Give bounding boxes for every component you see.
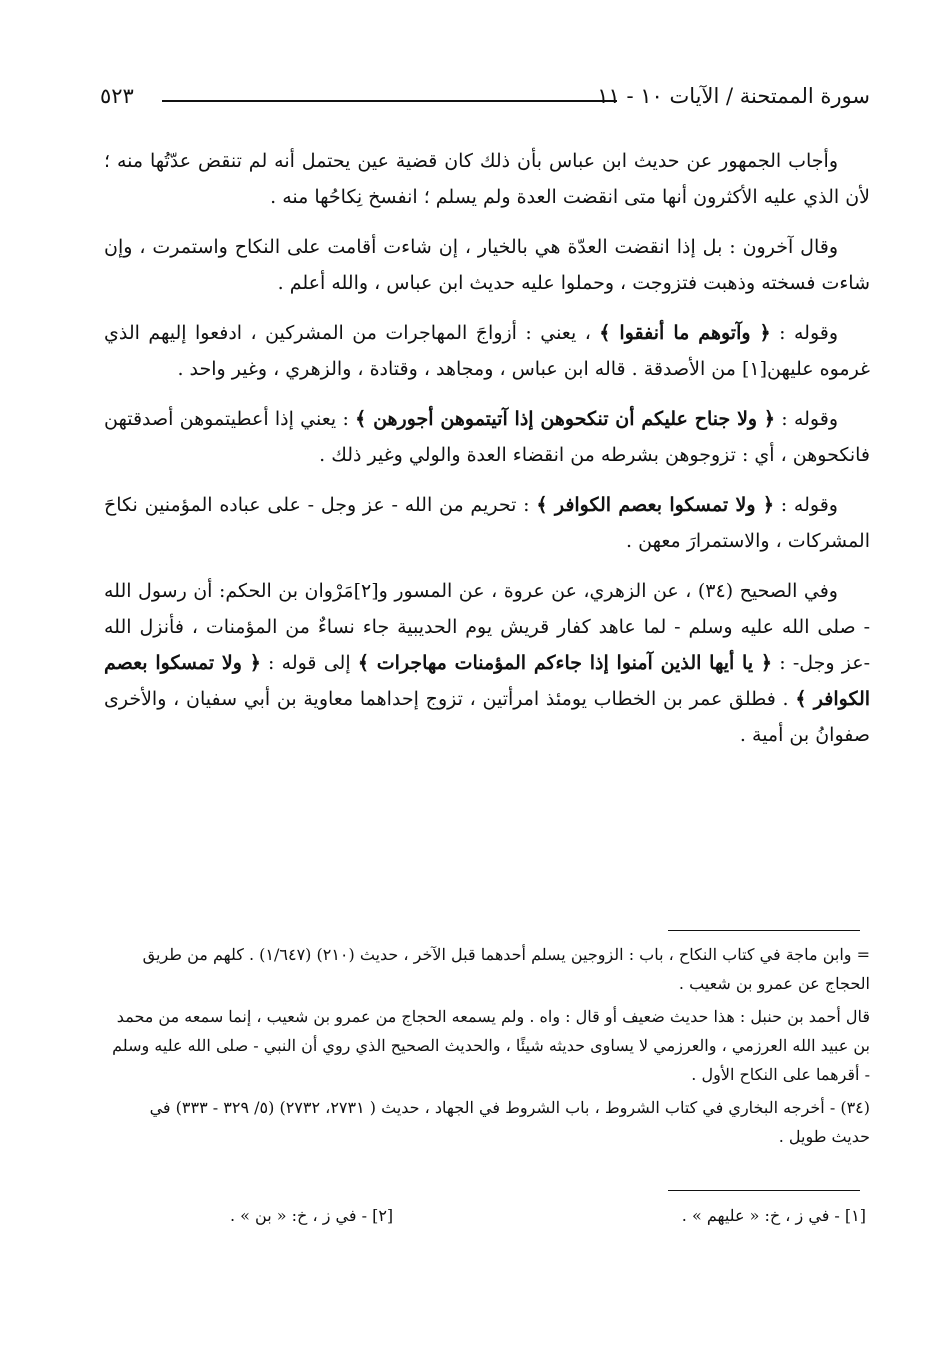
footnote-continued: = وابن ماجة في كتاب النكاح ، باب : الزوجين يسلم أحدهما قبل الآخر ، حديث (٢١٠) (١/٦٤٧) . كلهم من طريق الحجاج عن عمرو بن شعيب .: [142, 945, 870, 993]
variant-1: [١] - في ز ، خ: « عليهم » .: [681, 1206, 866, 1225]
paragraph-6-text: . فطلق عمر بن الخطاب يومئذ امرأتين ، تزوج إحداهما معاوية بن أبي سفيان ، والأخرى صفوانُ بن أمية .: [104, 688, 870, 746]
paragraph-4-lead: وقوله :: [775, 408, 839, 430]
paragraph-1: وأجاب الجمهور عن حديث ابن عباس بأن ذلك كان قضية عين يحتمل أنه لم تنقض عدّتُها منه ؛ لأن الذي عليه الأكثرون أنها متى انقضت العدة ولم يسلم ؛ انفسخ نِكاحُها منه .: [104, 150, 870, 208]
paragraph-6: [104, 573, 870, 753]
paragraph-3-lead: وقوله :: [770, 322, 839, 344]
page-header: [100, 80, 870, 120]
variants-separator: [668, 1190, 860, 1191]
manuscript-variants: [230, 1206, 866, 1236]
quran-verse: ﴿ ولا تمسكوا بعصم الكوافر ﴾: [536, 494, 774, 516]
footnote-34: (٣٤) - أخرجه البخاري في كتاب الشروط ، باب الشروط في الجهاد ، حديث ( ٢٧٣١، ٢٧٣٢) (٥/ ٣٢٩ - ٣٣٣) في حديث طويل .: [149, 1098, 870, 1146]
paragraph-5-text: : تحريم من الله - عز وجل - على عباده المؤمنين نكاحَ المشركات ، والاستمرارَ معهن .: [104, 494, 870, 552]
paragraph-6-lead: وفي الصحيح (٣٤) ، عن الزهري، عن عروة ، عن المسور و[٢]مَرْوان بن الحكم: أن رسول الله - صلى الله عليه وسلم - لما عاهد كفار قريش يوم الحديبية جاء نساءٌ من المؤمنات ، فأنزل الله -عز وجل- :: [104, 580, 870, 674]
quran-verse: ﴿ يا أيها الذين آمنوا إذا جاءكم المؤمنات مهاجرات ﴾: [357, 652, 773, 674]
header-rule: [162, 100, 617, 102]
page-number: ٥٢٣: [100, 84, 134, 108]
running-title: سورة الممتحنة / الآيات ١٠ - ١١: [597, 84, 870, 108]
main-text: [104, 143, 870, 767]
footnote-separator: [668, 930, 860, 931]
footnotes: [110, 940, 870, 1155]
paragraph-5: [104, 487, 870, 559]
paragraph-5-lead: وقوله :: [773, 494, 838, 516]
paragraph-6-mid: إلى قوله :: [260, 652, 358, 674]
quran-verse: ﴿ ولا جناح عليكم أن تنكحوهن إذا آتيتموهن أجورهن ﴾: [355, 408, 776, 430]
paragraph-3-text: ، يعني : أزواجَ المهاجرات من المشركين ، ادفعوا إليهم الذي غرموه عليهن[١] من الأصدقة . قاله ابن عباس ، ومجاهد ، وقتادة ، والزهري ، وغير واحد .: [104, 322, 870, 380]
variant-2: [٢] - في ز ، خ: « بن » .: [230, 1206, 394, 1225]
paragraph-2: وقال آخرون : بل إذا انقضت العدّة هي بالخيار ، إن شاءت أقامت على النكاح واستمرت ، وإن شاءت فسخته وذهبت فتزوجت ، وحملوا عليه حديث ابن عباس ، والله أعلم .: [104, 236, 870, 294]
quran-verse: ﴿ وآتوهم ما أنفقوا ﴾: [599, 322, 771, 344]
footnote-ahmad: قال أحمد بن حنبل : هذا حديث ضعيف أو قال : واه . ولم يسمعه الحجاج من عمرو بن شعيب ، إنما سمعه من محمد بن عبيد الله العرزمي ، والعرزمي لا يساوى حديثه شيئًا ، والحديث الصحيح الذي روي أن النبي - صلى الله عليه وسلم - أقرهما على النكاح الأول .: [112, 1007, 870, 1084]
paragraph-3: [104, 315, 870, 387]
paragraph-4-text: : يعني إذا أعطيتموهن أصدقتهن فانكحوهن ، أي : تزوجوهن بشرطه من انقضاء العدة والولي وغير ذلك .: [104, 408, 870, 466]
paragraph-4: [104, 401, 870, 473]
quran-verse: ﴿ ولا تمسكوا بعصم الكوافر ﴾: [104, 652, 871, 710]
